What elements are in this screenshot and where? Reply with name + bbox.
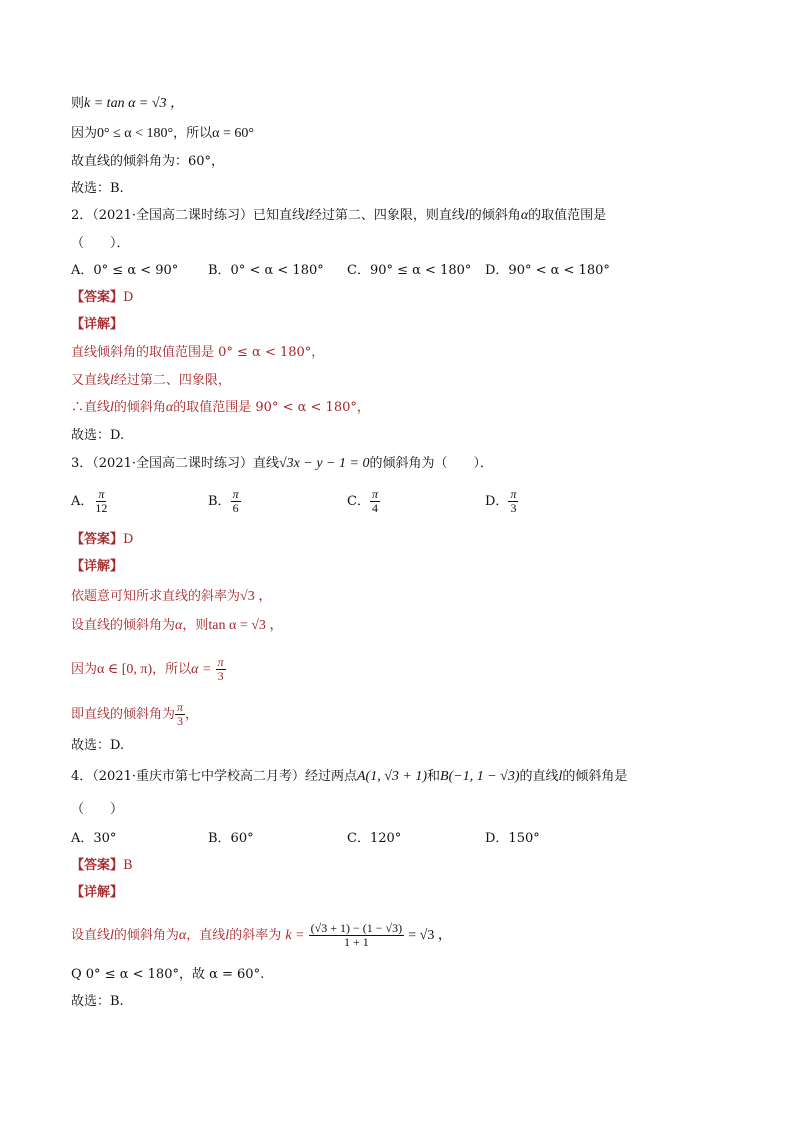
text: 因为 [71, 126, 98, 141]
math: B(−1, 1 − √3) [440, 769, 520, 784]
answer-value: B [123, 858, 133, 873]
intro-line-1 [71, 95, 184, 113]
q3-detail-2 [71, 617, 283, 635]
q4-detail-1 [71, 922, 452, 949]
q3-detail-5: 故选：D. [71, 738, 125, 753]
option-letter: A． [71, 494, 94, 509]
math: l [110, 373, 114, 388]
text: 的倾斜角 [468, 208, 521, 223]
q3-stem [71, 455, 493, 473]
text: 依题意可知所求直线的斜率为 [71, 589, 241, 604]
detail-label: 【详解】 [71, 885, 124, 900]
detail-label: 【详解】 [71, 559, 124, 574]
q2-stem [71, 207, 606, 225]
text: 的倾斜角是 [562, 769, 628, 784]
math: √3 ， [240, 589, 273, 604]
math: l [110, 928, 114, 943]
text: 设直线的倾斜角为 [71, 618, 176, 633]
q2-answer [71, 289, 133, 307]
q2-option-c: C．90° ≤ α < 180° [347, 263, 472, 278]
text: 的倾斜角为 [113, 928, 179, 943]
text: 的倾斜角 [113, 400, 166, 415]
q3-detail-1 [71, 588, 272, 606]
q2-detail-1: 直线倾斜角的取值范围是 0° ≤ α < 180°， [71, 345, 325, 360]
option-letter: D． [485, 494, 509, 509]
q4-stem [71, 768, 627, 786]
denominator: 12 [95, 501, 108, 515]
answer-label: 【答案】 [71, 290, 124, 305]
fraction [175, 701, 185, 728]
option-letter: C． [347, 494, 370, 509]
denominator: 3 [217, 669, 224, 683]
denominator: 3 [177, 714, 184, 728]
q3-detail-3 [71, 656, 226, 683]
text: 经过第二、四象限， [113, 373, 231, 388]
math: k = tan α = √3 ， [84, 96, 185, 111]
math: α = 60° [212, 126, 254, 141]
numerator: π [217, 655, 224, 669]
text: 的倾斜角为（ ）． [369, 456, 493, 471]
text: ， [185, 707, 199, 722]
text: 设直线 [71, 928, 111, 943]
text: 因为 [71, 662, 98, 677]
q4-option-b: B．60° [208, 831, 254, 846]
detail-label: 【详解】 [71, 317, 124, 332]
fraction [231, 488, 241, 515]
answer-label: 【答案】 [71, 532, 124, 547]
fraction [216, 656, 226, 683]
fraction [508, 488, 518, 515]
answer-label: 【答案】 [71, 858, 124, 873]
q2-detail-label [71, 316, 123, 334]
option-letter: B． [208, 494, 231, 509]
math: l [464, 208, 469, 223]
math: tan α = √3 ， [208, 618, 284, 633]
denominator: 4 [371, 501, 378, 515]
q4-detail-2: Q 0° ≤ α < 180°，故 α = 60°. [71, 967, 265, 982]
text: 4．（2021·重庆市第七中学校高二月考）经过两点 [71, 769, 357, 784]
math: α [178, 928, 187, 943]
q4-detail-label [71, 884, 123, 902]
math: l [558, 769, 563, 784]
denominator: 1 + 1 [344, 935, 369, 949]
math: A(1, √3 + 1) [357, 769, 428, 784]
q2-option-d: D．90° < α < 180° [485, 263, 610, 278]
q3-detail-label [71, 558, 123, 576]
q2-detail-4: 故选：D. [71, 428, 125, 443]
q3-option-d [485, 488, 518, 515]
answer-value: D [123, 532, 134, 547]
text: 2．（2021·全国高二课时练习）已知直线 [71, 208, 305, 223]
q2-option-b: B．0° < α < 180° [208, 263, 324, 278]
text: ，直线 [186, 928, 226, 943]
math: α [165, 400, 174, 415]
q3-answer [71, 531, 133, 549]
fraction [309, 922, 404, 949]
math: k = [285, 928, 305, 943]
numerator: π [98, 487, 105, 501]
q2-detail-3 [71, 399, 370, 417]
q4-option-d: D．150° [485, 831, 540, 846]
q2-paren: （ ）． [71, 236, 130, 251]
math: α ∈ [0, π) [97, 662, 153, 677]
text: 经过第二、四象限，则直线 [308, 208, 465, 223]
q4-option-c: C．120° [347, 831, 402, 846]
math: α [520, 208, 529, 223]
numerator: (√3 + 1) − (1 − √3) [310, 921, 403, 935]
math: α = [191, 662, 212, 677]
q4-option-a: A．30° [71, 831, 117, 846]
math: l [305, 208, 309, 223]
text: ，所以 [152, 662, 192, 677]
text: 即直线的倾斜角为 [71, 707, 176, 722]
text: 的取值范围是 90° < α < 180°， [173, 400, 370, 415]
text: 和 [427, 769, 441, 784]
math: α [175, 618, 183, 633]
denominator: 3 [510, 501, 517, 515]
q4-paren: （ ） [71, 802, 124, 817]
text: 的直线 [519, 769, 559, 784]
math: = √3 ， [408, 928, 452, 943]
numerator: π [177, 700, 184, 714]
math: 0° ≤ α < 180° [97, 126, 174, 141]
numerator: π [510, 487, 517, 501]
intro-line-4: 故选：B. [71, 181, 124, 196]
math: √3x − y − 1 = 0 [279, 456, 370, 471]
text: 3．（2021·全国高二课时练习）直线 [71, 456, 279, 471]
text: ，则 [182, 618, 209, 633]
intro-line-3: 故直线的倾斜角为：60°， [71, 154, 225, 169]
denominator: 6 [232, 501, 239, 515]
numerator: π [232, 487, 239, 501]
text: 则 [71, 96, 85, 111]
math: l [110, 400, 114, 415]
fraction [370, 488, 380, 515]
q3-option-b [208, 488, 241, 515]
text: 的取值范围是 [528, 208, 607, 223]
q2-option-a: A．0° ≤ α < 90° [71, 263, 179, 278]
text: ，所以 [173, 126, 213, 141]
q3-option-c [347, 488, 380, 515]
q2-detail-2 [71, 372, 231, 390]
answer-value: D [123, 290, 134, 305]
q4-detail-3: 故选：B. [71, 994, 124, 1009]
text: 的斜率为 [229, 928, 282, 943]
text: 又直线 [71, 373, 111, 388]
numerator: π [371, 487, 378, 501]
q3-detail-4 [71, 701, 198, 728]
q3-option-a [71, 488, 109, 515]
fraction [93, 488, 109, 515]
q4-answer [71, 857, 133, 875]
text: ∴直线 [71, 400, 111, 415]
math: l [225, 928, 230, 943]
intro-line-2 [71, 125, 254, 143]
